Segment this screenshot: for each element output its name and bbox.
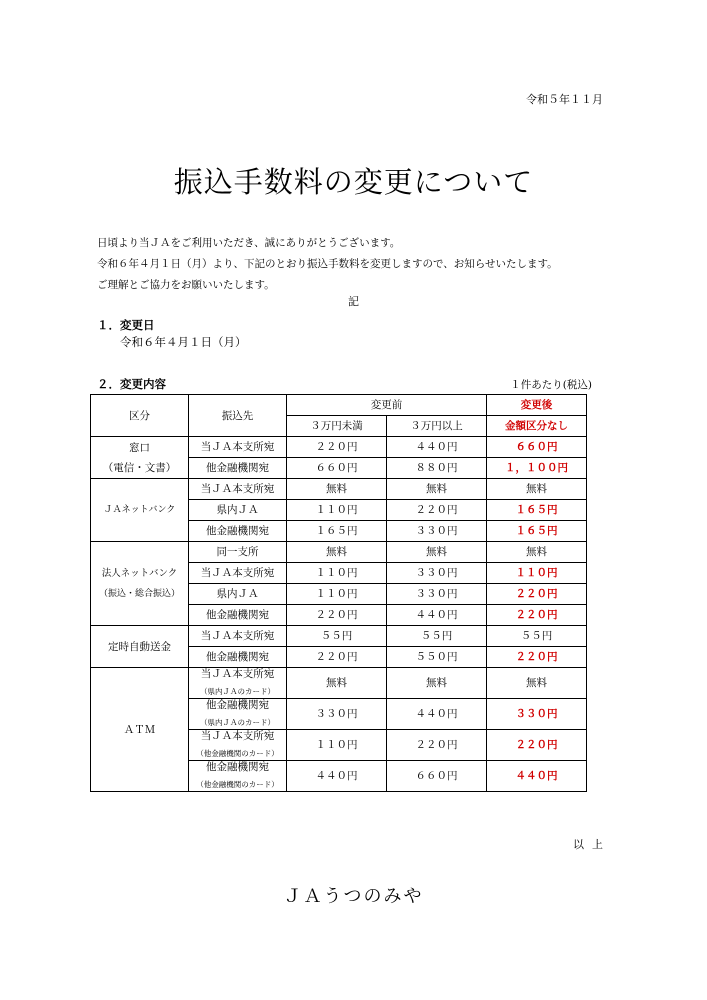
header-category: 区分	[91, 395, 189, 437]
destination-card-note: （県内ＪＡのカード）	[200, 718, 275, 727]
fee-after: １１０円	[487, 563, 587, 584]
destination-cell: 他金融機関宛	[189, 458, 287, 479]
unit-note: １件あたり(税込)	[510, 379, 592, 391]
fee-table	[90, 394, 587, 792]
fee-under: ３３０円	[287, 699, 387, 730]
destination-card-note: （他金融機関のカード）	[196, 780, 279, 789]
fee-over: ３３０円	[387, 521, 487, 542]
destination-cell	[189, 699, 287, 730]
fee-after: ６６０円	[487, 437, 587, 458]
fee-over: 無料	[387, 479, 487, 500]
header-destination: 振込先	[189, 395, 287, 437]
fee-after: ２２０円	[487, 730, 587, 761]
destination-label: 当ＪＡ本支所宛	[200, 730, 275, 742]
fee-after: １６５円	[487, 500, 587, 521]
document-date: 令和５年１１月	[526, 93, 603, 106]
fee-after: ２２０円	[487, 605, 587, 626]
category-sublabel: （電信・文書）	[102, 461, 177, 474]
fee-after: 無料	[487, 479, 587, 500]
destination-cell: 他金融機関宛	[189, 521, 287, 542]
table-row	[91, 668, 587, 699]
fee-over: ６６０円	[387, 761, 487, 792]
destination-cell	[189, 668, 287, 699]
fee-under: 無料	[287, 479, 387, 500]
category-label: 法人ネットバンク	[101, 567, 178, 579]
intro-line: 日頃より当ＪＡをご利用いただき、誠にありがとうございます。	[97, 237, 401, 249]
fee-under: ６６０円	[287, 458, 387, 479]
header-after: 変更後	[487, 395, 587, 416]
destination-cell: 当ＪＡ本支所宛	[189, 626, 287, 647]
fee-after: ３３０円	[487, 699, 587, 730]
fee-after: １６５円	[487, 521, 587, 542]
destination-card-note: （他金融機関のカード）	[196, 749, 279, 758]
fee-under: １１０円	[287, 563, 387, 584]
destination-cell: 同一支所	[189, 542, 287, 563]
fee-over: ４４０円	[387, 699, 487, 730]
fee-over: ２２０円	[387, 730, 487, 761]
fee-after: 無料	[487, 542, 587, 563]
fee-under: ２２０円	[287, 647, 387, 668]
destination-cell: 他金融機関宛	[189, 647, 287, 668]
fee-under: １１０円	[287, 730, 387, 761]
fee-under: ４４０円	[287, 761, 387, 792]
closing-mark: 以上	[573, 838, 611, 851]
change-date: 令和６年４月１日（月）	[120, 335, 247, 349]
destination-cell	[189, 761, 287, 792]
fee-after: １，１００円	[487, 458, 587, 479]
destination-cell	[189, 730, 287, 761]
fee-under: １１０円	[287, 500, 387, 521]
fee-under: ５５円	[287, 626, 387, 647]
fee-after: ２２０円	[487, 584, 587, 605]
destination-label: 他金融機関宛	[206, 699, 269, 711]
destination-cell: 県内ＪＡ	[189, 584, 287, 605]
fee-over: ３３０円	[387, 563, 487, 584]
fee-over: ８８０円	[387, 458, 487, 479]
fee-after: ２２０円	[487, 647, 587, 668]
fee-over: ４４０円	[387, 437, 487, 458]
destination-label: 当ＪＡ本支所宛	[200, 668, 275, 680]
table-row	[91, 542, 587, 563]
category-auto: 定時自動送金	[91, 626, 189, 668]
organization-name: ＪＡうつのみや	[283, 886, 424, 907]
destination-label: 他金融機関宛	[206, 761, 269, 773]
header-under: ３万円未満	[287, 416, 387, 437]
fee-after: ４４０円	[487, 761, 587, 792]
fee-under: 無料	[287, 668, 387, 699]
fee-over: 無料	[387, 542, 487, 563]
fee-over: ５５円	[387, 626, 487, 647]
fee-after: ５５円	[487, 626, 587, 647]
category-madoguchi	[91, 437, 189, 479]
table-row	[91, 479, 587, 500]
category-label: 窓口	[129, 441, 150, 454]
category-corp	[91, 542, 189, 626]
header-before: 変更前	[287, 395, 487, 416]
header-over: ３万円以上	[387, 416, 487, 437]
fee-after: 無料	[487, 668, 587, 699]
section1-heading: １．変更日	[97, 318, 155, 332]
intro-line: 令和６年４月１日（月）より、下記のとおり振込手数料を変更しますので、お知らせいたします。	[97, 258, 558, 270]
destination-cell: 県内ＪＡ	[189, 500, 287, 521]
intro-line: ご理解とご協力をお願いいたします。	[97, 279, 275, 291]
document-title: 振込手数料の変更について	[173, 165, 534, 199]
destination-card-note: （県内ＪＡのカード）	[200, 687, 275, 696]
fee-under: ２２０円	[287, 437, 387, 458]
fee-under: １６５円	[287, 521, 387, 542]
destination-cell: 当ＪＡ本支所宛	[189, 563, 287, 584]
category-sublabel: （振込・総合振込）	[98, 588, 180, 599]
fee-over: ５５０円	[387, 647, 487, 668]
fee-over: ４４０円	[387, 605, 487, 626]
table-row	[91, 437, 587, 458]
fee-over: ３３０円	[387, 584, 487, 605]
fee-under: ２２０円	[287, 605, 387, 626]
destination-cell: 他金融機関宛	[189, 605, 287, 626]
fee-over: 無料	[387, 668, 487, 699]
fee-under: １１０円	[287, 584, 387, 605]
destination-cell: 当ＪＡ本支所宛	[189, 479, 287, 500]
category-netbank: ＪＡネットバンク	[91, 479, 189, 542]
fee-over: ２２０円	[387, 500, 487, 521]
section2-heading: ２．変更内容	[97, 377, 166, 391]
ki-mark: 記	[348, 295, 359, 308]
intro-paragraph	[97, 233, 558, 296]
header-no-split: 金額区分なし	[487, 416, 587, 437]
destination-cell: 当ＪＡ本支所宛	[189, 437, 287, 458]
fee-under: 無料	[287, 542, 387, 563]
category-atm: ＡＴＭ	[91, 668, 189, 792]
table-row	[91, 626, 587, 647]
